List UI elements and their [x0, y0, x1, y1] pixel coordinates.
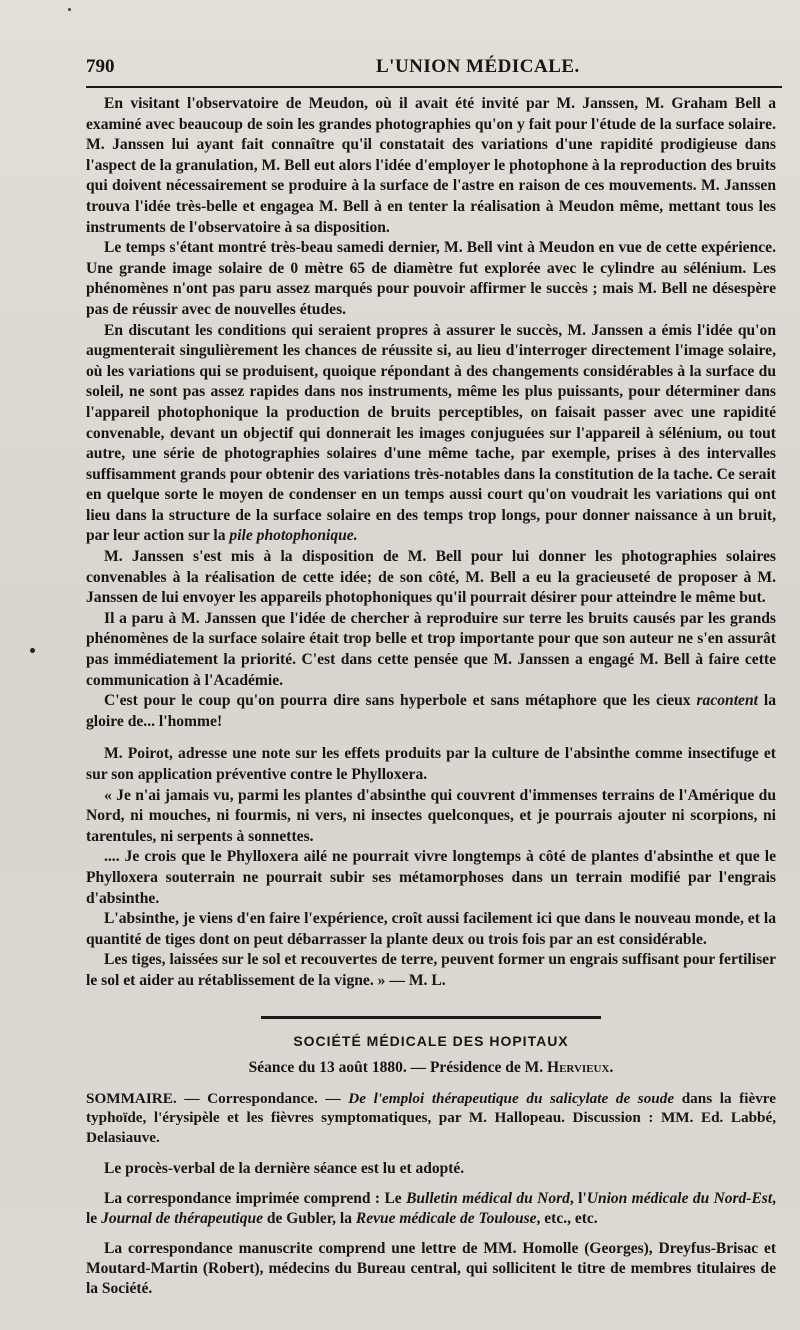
paragraph: Le procès-verbal de la dernière séance est lu et adopté. [104, 1160, 465, 1178]
paragraph: En discutant les conditions qui seraient propres à assurer le succès, M. Janssen a émis l'idée qu'on augmenterait singulièrement les chances de réussite si, au lieu d'interroger directement l'image solaire, où les variations qui se produisent, quoique répondant à des changements considérables à la surface du soleil, ne sont pas assez rapides dans nos instruments, même les plus puissants, pour déterminer dans l'appareil photophonique la production de bruits perceptibles, on faisait passer avec une rapidité convenable, devant un objectif qui donnerait les images conjuguées sur l'appareil à sélénium, ou tout autre, une série de photographies solaires d'une même tache, par exemple, prises à des intervalles suffisamment grands pour obtenir des variations très-notables dans la constitution de la tache. Ce serait en quelque sorte le moyen de condenser en un temps aussi court qu'on voudrait les variations qui ont lieu dans la structure de la surface solaire en des temps trop longs, pour donner naissance à un bruit, par leur action sur la pile photophonique. [86, 321, 776, 545]
paragraph: M. Poirot, adresse une note sur les effets produits par la culture de l'absinthe comme insectifuge et sur son application préventive contre le Phylloxera. [86, 745, 776, 783]
italic-term: pile photophonique. [229, 527, 358, 545]
section-title: SOCIÉTÉ MÉDICALE DES HOPITAUX [293, 1032, 569, 1049]
paragraph: .... Je crois que le Phylloxera ailé ne pourrait vivre longtemps à côté de plantes d'absinthe et que le Phylloxera souterrain ne pourrait subir ses métamorphoses dans un terrain modifié par l'engrais d'absinthe. [86, 848, 776, 907]
session-line: Séance du 13 août 1880. — Présidence de M. Hervieux. [248, 1058, 614, 1076]
minutes [86, 1159, 776, 1299]
paragraph: La correspondance manuscrite comprend une lettre de MM. Homolle (Georges), Dreyfus-Brisac et Moutard-Martin (Robert), médecins du Bureau central, qui sollicitent le titre de membres titulaires de la Société. [86, 1240, 776, 1298]
president-name: Hervieux [547, 1058, 610, 1076]
paragraph: M. Janssen s'est mis à la disposition de M. Bell pour lui donner les photographies solaires convenables à la réalisation de cette idée; de son côté, M. Bell a eu la gracieuseté de proposer à M. Janssen de lui envoyer les appareils photophoniques qu'il pourrait désirer pour atteindre le même but. [86, 548, 776, 607]
paragraph: Il a paru à M. Janssen que l'idée de chercher à reproduire sur terre les bruits causés par les grands phénomènes de la surface solaire était trop belle et trop importante pour que son auteur ne s'en assurât pas immédiatement la priorité. C'est dans cette pensée que M. Janssen a engagé M. Bell à faire cette communication à l'Académie. [86, 609, 776, 689]
italic-term: racontent [696, 692, 758, 710]
paragraph: « Je n'ai jamais vu, parmi les plantes d'absinthe qui couvrent d'immenses terrains de l'Amérique du Nord, ni mouches, ni fourmis, ni vers, ni insectes quelconques, et je pourrais ajouter ni scorpions, ni tarentules, ni serpents à sonnettes. [86, 786, 776, 845]
ink-spot [68, 8, 71, 11]
section-rule [261, 1016, 601, 1019]
paragraph: C'est pour le coup qu'on pourra dire sans hyperbole et sans métaphore que les cieux racontent la gloire de... l'homme! [86, 692, 776, 730]
page-header [86, 52, 776, 78]
margin-mark [30, 648, 35, 653]
paragraph: La correspondance imprimée comprend : Le Bulletin médical du Nord, l'Union médicale du Nord-Est, le Journal de thérapeutique de Gubler, la Revue médicale de Toulouse, etc., etc. [86, 1190, 777, 1228]
page-number: 790 [86, 56, 115, 77]
summary: SOMMAIRE. — Correspondance. — De l'emploi thérapeutique du salicylate de soude dans la fièvre typhoïde, l'érysipèle et les fièvres symptomatiques, par M. Hallopeau. Discussion : MM. Ed. Labbé, Delasiauve. [86, 1089, 776, 1146]
paragraph: L'absinthe, je viens d'en faire l'expérience, croît aussi facilement ici que dans le nouveau monde, et la quantité de tiges dont on peut débarrasser la plante deux ou trois fois par an est considérable. [86, 910, 776, 948]
header-rule [86, 86, 782, 88]
running-title: L'UNION MÉDICALE. [376, 56, 580, 77]
paragraph: Le temps s'étant montré très-beau samedi dernier, M. Bell vint à Meudon en vue de cette expérience. Une grande image solaire de 0 mètre 65 de diamètre fut explorée avec le cylindre au sélénium. Les phénomènes n'ont pas paru assez marqués pour pouvoir affirmer le succès ; mais M. Bell ne désespère pas de réussir avec de nouvelles études. [86, 239, 776, 318]
paragraph: Les tiges, laissées sur le sol et recouvertes de terre, peuvent former un engrais suffisant pour fertiliser le sol et aider au rétablissement de la vigne. » — M. L. [86, 951, 776, 989]
summary-title: De l'emploi thérapeutique du salicylate de soude [348, 1089, 675, 1107]
paragraph: En visitant l'observatoire de Meudon, où il avait été invité par M. Janssen, M. Graham Bell a examiné avec beaucoup de soin les grandes photographies qu'on y fait pour l'étude de la surface solaire. M. Janssen lui ayant fait connaître qu'il constatait des variations d'une rapidité prodigieuse dans l'aspect de la granulation, M. Bell eut alors l'idée d'employer le photophone à la reproduction des bruits qui doivent nécessairement se produire à la surface de l'astre en raison de ces mouvements. M. Janssen trouva l'idée très-belle et engagea M. Bell à en tenter la réalisation à Meudon même, mettant tous les instruments de l'observatoire à sa disposition. [86, 95, 776, 236]
summary-label: SOMMAIRE. [86, 1089, 177, 1107]
article-body [86, 94, 776, 992]
